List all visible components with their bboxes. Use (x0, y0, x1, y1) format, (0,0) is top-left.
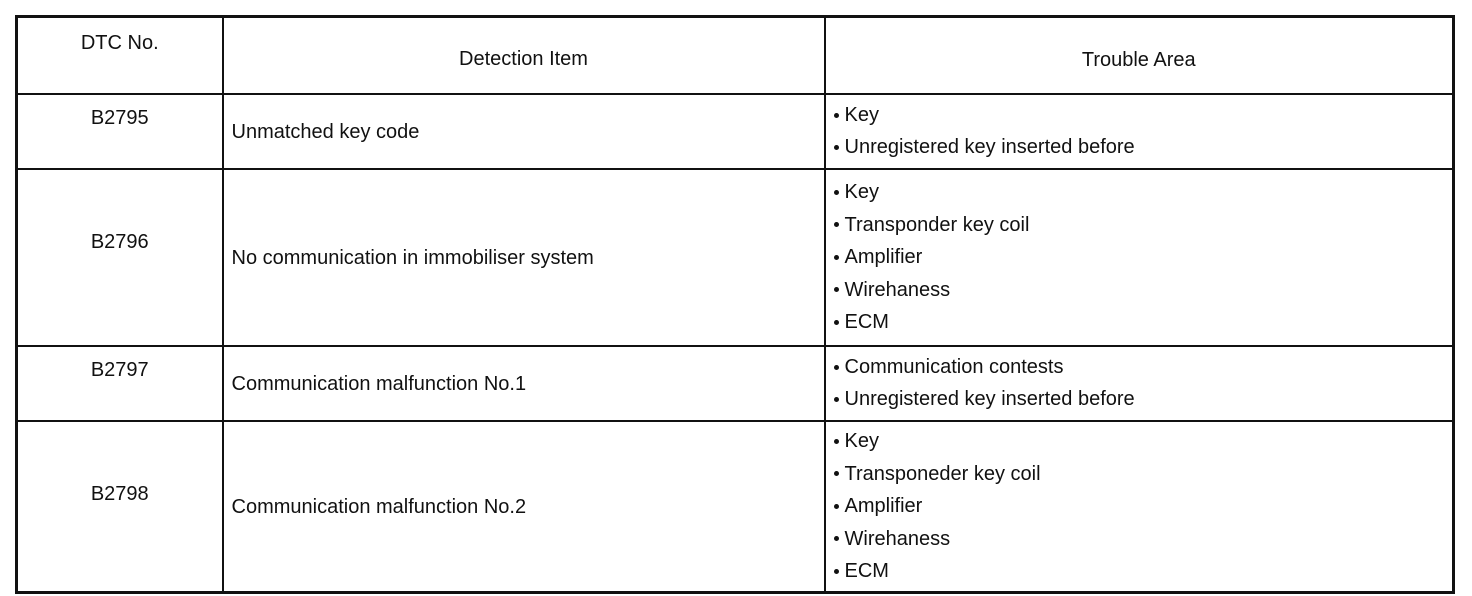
trouble-area (825, 421, 1454, 593)
cause-item (834, 131, 1453, 163)
cause-text: Transponder key coil (844, 213, 1030, 236)
cause-item (834, 241, 1453, 274)
cause-text: Wirehaness (844, 527, 951, 550)
detection-item: Communication malfunction No.2 (223, 421, 825, 593)
dtc-code: B2797 (17, 346, 223, 421)
detection-item: Communication malfunction No.1 (223, 346, 825, 421)
header-dtc-no: DTC No. (17, 17, 223, 94)
detection-item: Unmatched key code (223, 94, 825, 169)
bullet-icon (834, 439, 839, 444)
cause-text: Communication contests (844, 356, 1064, 378)
dtc-table (15, 15, 1455, 594)
bullet-icon (834, 320, 839, 325)
bullet-icon (834, 287, 839, 292)
trouble-area (825, 94, 1454, 169)
cause-item (834, 306, 1453, 339)
cause-text: ECM (844, 560, 889, 583)
cause-text: Key (844, 430, 879, 453)
bullet-icon (834, 113, 839, 118)
table-row (17, 421, 1454, 593)
table-row (17, 94, 1454, 169)
bullet-icon (834, 222, 839, 227)
cause-text: Transponeder key coil (844, 462, 1041, 485)
cause-list (834, 99, 1453, 163)
cause-text: ECM (844, 311, 889, 333)
dtc-code: B2796 (17, 169, 223, 346)
cause-item (834, 383, 1453, 415)
cause-item (834, 99, 1453, 131)
cause-item (834, 458, 1453, 491)
cause-text: Amplifier (844, 246, 923, 268)
cause-text: Unregistered key inserted before (844, 388, 1135, 410)
table-row (17, 169, 1454, 346)
cause-list (834, 351, 1453, 415)
detection-item: No communication in immobiliser system (223, 169, 825, 346)
trouble-area (825, 346, 1454, 421)
header-detection-item: Detection Item (223, 17, 825, 94)
trouble-area (825, 169, 1454, 346)
cause-item (834, 273, 1453, 306)
header-trouble-area: Trouble Area (825, 17, 1454, 94)
bullet-icon (834, 536, 839, 541)
cause-item (834, 555, 1453, 588)
bullet-icon (834, 504, 839, 509)
cause-item (834, 351, 1453, 383)
cause-text: Wirehaness (844, 278, 951, 301)
cause-item (834, 425, 1453, 458)
cause-text: Amplifier (844, 495, 923, 518)
cause-item (834, 208, 1453, 241)
bullet-icon (834, 397, 839, 402)
cause-list (834, 176, 1453, 339)
bullet-icon (834, 471, 839, 476)
bullet-icon (834, 190, 839, 195)
cause-list (834, 425, 1453, 588)
cause-item (834, 176, 1453, 209)
cause-text: Key (844, 181, 879, 203)
cause-text: Unregistered key inserted before (844, 136, 1135, 158)
bullet-icon (834, 365, 839, 370)
bullet-icon (834, 145, 839, 150)
bullet-icon (834, 569, 839, 574)
dtc-code: B2795 (17, 94, 223, 169)
cause-item (834, 523, 1453, 556)
cause-text: Key (844, 104, 879, 126)
header-row (17, 17, 1454, 94)
bullet-icon (834, 255, 839, 260)
dtc-code: B2798 (17, 421, 223, 593)
table-row (17, 346, 1454, 421)
cause-item (834, 490, 1453, 523)
